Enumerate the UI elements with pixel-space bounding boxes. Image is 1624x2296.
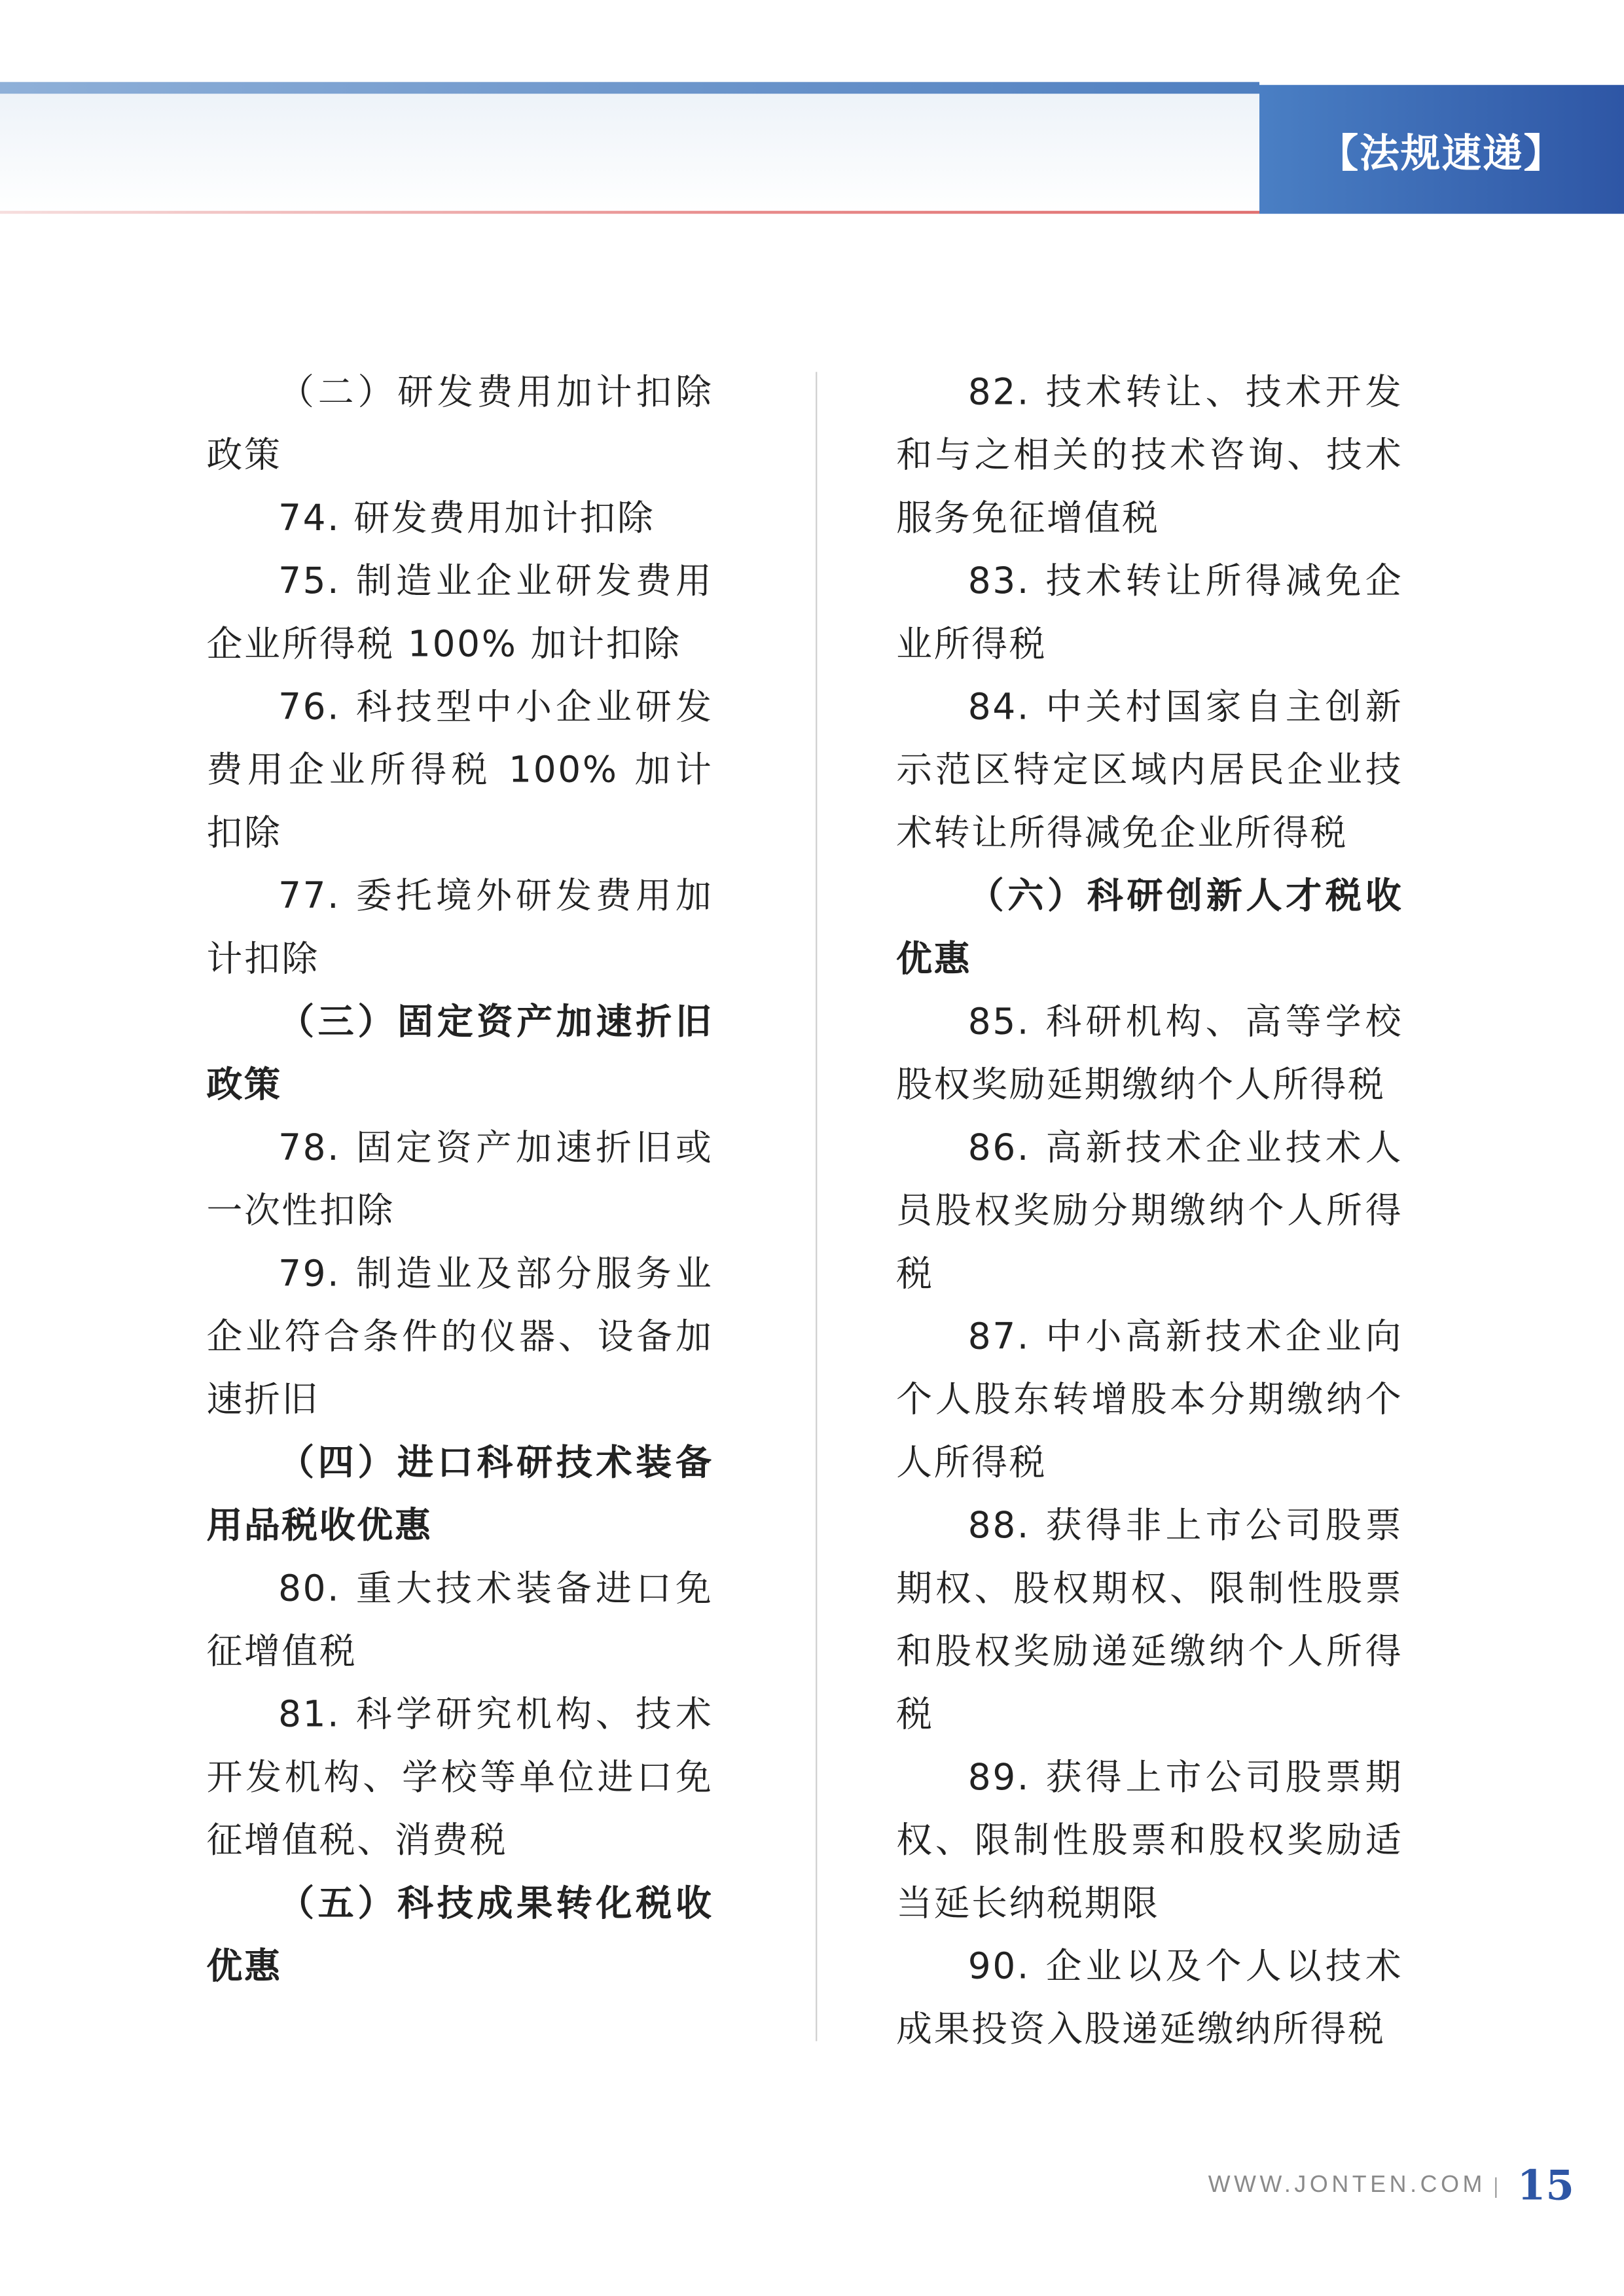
section-heading: （五）科技成果转化税收优惠 bbox=[206, 1881, 713, 1987]
list-item: 82. 技术转让、技术开发和与之相关的技术咨询、技术服务免征增值税 bbox=[896, 370, 1403, 539]
list-item: 74. 研发费用加计扣除 bbox=[278, 496, 655, 539]
list-item: 75. 制造业企业研发费用企业所得税 100% 加计扣除 bbox=[206, 559, 713, 665]
list-item: 85. 科研机构、高等学校股权奖励延期缴纳个人所得税 bbox=[896, 1000, 1403, 1106]
header-band bbox=[0, 85, 1259, 214]
footer-website: WWW.JONTEN.COM bbox=[1208, 2173, 1486, 2198]
list-item: 77. 委托境外研发费用加计扣除 bbox=[206, 874, 713, 980]
header-top-line bbox=[0, 82, 1259, 94]
list-item: 90. 企业以及个人以技术成果投资入股递延缴纳所得税 bbox=[896, 1945, 1403, 2051]
section-heading: （六）科研创新人才税收优惠 bbox=[896, 874, 1403, 980]
list-item: 80. 重大技术装备进口免征增值税 bbox=[206, 1566, 713, 1672]
list-item: （二）研发费用加计扣除政策 bbox=[206, 370, 713, 476]
right-column bbox=[896, 360, 1403, 2060]
list-item: 88. 获得非上市公司股票期权、股权期权、限制性股票和股权奖励递延缴纳个人所得税 bbox=[896, 1503, 1403, 1736]
section-tab bbox=[1259, 85, 1624, 214]
page-number: 15 bbox=[1517, 2161, 1574, 2210]
list-item: 87. 中小高新技术企业向个人股东转增股本分期缴纳个人所得税 bbox=[896, 1315, 1403, 1484]
footer-separator bbox=[1495, 2178, 1496, 2198]
list-item: 79. 制造业及部分服务业企业符合条件的仪器、设备加速折旧 bbox=[206, 1251, 713, 1421]
list-item: 83. 技术转让所得减免企业所得税 bbox=[896, 559, 1403, 665]
section-heading: （四）进口科研技术装备用品税收优惠 bbox=[206, 1441, 713, 1547]
section-heading: （三）固定资产加速折旧政策 bbox=[206, 1000, 713, 1106]
section-label: 【法规速递】 bbox=[1318, 131, 1565, 177]
list-item: 81. 科学研究机构、技术开发机构、学校等单位进口免征增值税、消费税 bbox=[206, 1693, 713, 1861]
list-item: 76. 科技型中小企业研发费用企业所得税 100% 加计扣除 bbox=[206, 685, 713, 854]
left-column bbox=[206, 360, 713, 1997]
list-item: 89. 获得上市公司股票期权、限制性股票和股权奖励适当延长纳税期限 bbox=[896, 1755, 1403, 1924]
list-item: 86. 高新技术企业技术人员股权奖励分期缴纳个人所得税 bbox=[896, 1126, 1403, 1295]
list-item: 78. 固定资产加速折旧或一次性扣除 bbox=[206, 1126, 713, 1232]
column-divider bbox=[816, 372, 817, 2041]
header-accent-line bbox=[0, 211, 1259, 213]
list-item: 84. 中关村国家自主创新示范区特定区域内居民企业技术转让所得减免企业所得税 bbox=[896, 685, 1403, 854]
